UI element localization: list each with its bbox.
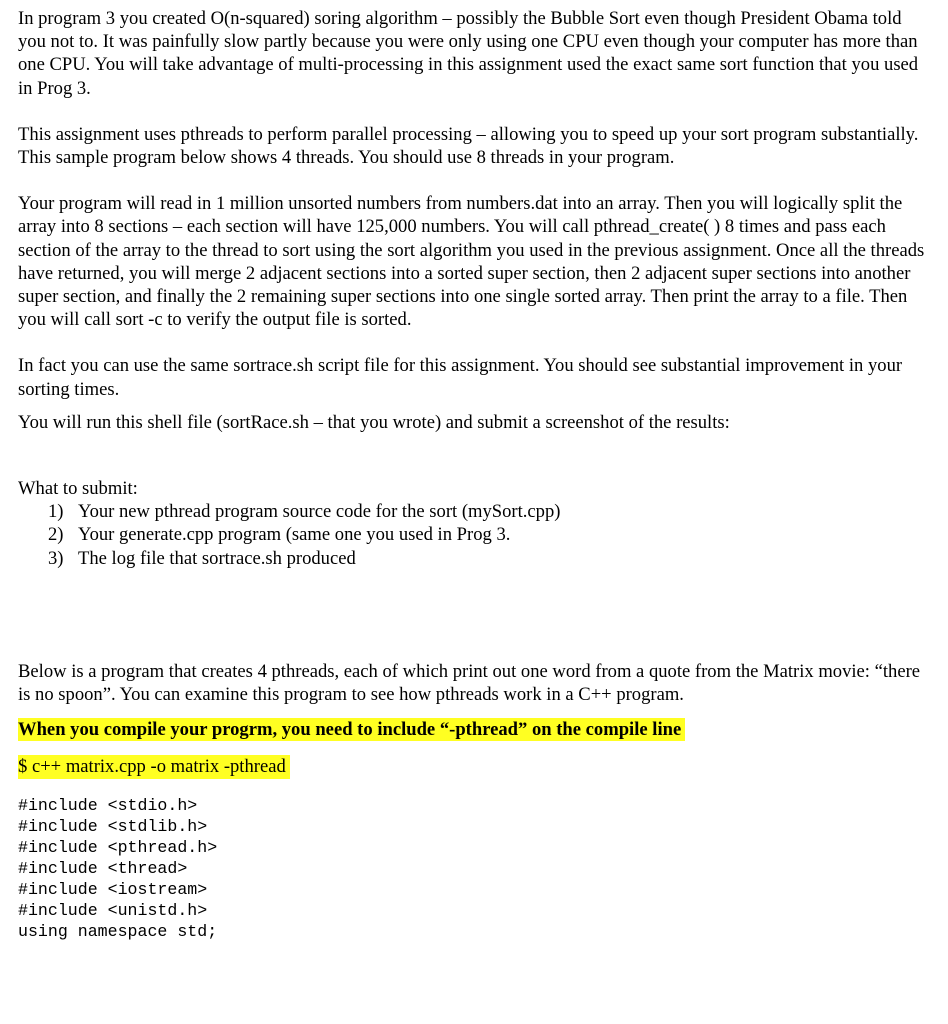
compile-note-line bbox=[18, 718, 930, 755]
spacer bbox=[18, 570, 930, 660]
run-shell-paragraph: You will run this shell file (sortRace.sh – that you wrote) and submit a screenshot of the results: bbox=[18, 411, 730, 433]
submit-heading: What to submit: bbox=[18, 478, 138, 500]
compile-command-highlight: $ c++ matrix.cpp -o matrix -pthread bbox=[18, 755, 290, 778]
code-line: #include <thread> bbox=[18, 858, 188, 878]
submit-item-text: Your generate.cpp program (same one you used in Prog 3. bbox=[78, 524, 511, 546]
submit-list bbox=[18, 500, 930, 570]
pthreads-paragraph: This assignment uses pthreads to perform parallel processing – allowing you to speed up your sort program substantially. This sample program below shows 4 threads. You should use 8 threads in your program. bbox=[18, 123, 919, 169]
code-line: #include <stdlib.h> bbox=[18, 816, 208, 836]
code-line: using namespace std; bbox=[18, 921, 218, 941]
submit-item bbox=[18, 547, 930, 570]
document-page bbox=[18, 7, 930, 942]
matrix-program-paragraph: Below is a program that creates 4 pthreads, each of which print out one word from a quote from the Matrix movie: “there is no spoon”. You can examine this program to see how pthreads work in a C++ program. bbox=[18, 660, 921, 706]
submit-item-text: Your new pthread program source code for the sort (mySort.cpp) bbox=[78, 501, 561, 523]
sortrace-paragraph: In fact you can use the same sortrace.sh script file for this assignment. You should see substantial improvement in your sorting times. bbox=[18, 355, 903, 400]
code-block bbox=[18, 795, 930, 942]
submit-item bbox=[18, 500, 930, 523]
submit-item-text: The log file that sortrace.sh produced bbox=[78, 547, 356, 569]
compile-command-line bbox=[18, 755, 930, 794]
submit-item bbox=[18, 523, 930, 546]
program-description-paragraph: Your program will read in 1 million unsorted numbers from numbers.dat into an array. Then you will logically split the array into 8 sections – each section will have 125,000 numbers. You will call pthread_create( ) 8 times and pass each section of the array to the thread to sort using the sort algorithm you used in the previous assignment. Once all the threads have returned, you will merge 2 adjacent sections into a sorted super section, then 2 adjacent super sections into another super section, and finally the 2 remaining super sections into one single sorted array. Then print the array to a file. Then you will call sort -c to verify the output file is sorted. bbox=[18, 193, 925, 331]
code-line: #include <unistd.h> bbox=[18, 900, 208, 920]
compile-note-highlight: When you compile your progrm, you need to include “-pthread” on the compile line bbox=[18, 718, 685, 741]
code-line: #include <iostream> bbox=[18, 879, 208, 899]
submit-item-number: 1) bbox=[48, 501, 64, 523]
submit-item-number: 3) bbox=[48, 547, 64, 569]
code-line: #include <stdio.h> bbox=[18, 795, 198, 815]
code-line: #include <pthread.h> bbox=[18, 837, 218, 857]
submit-item-number: 2) bbox=[48, 524, 64, 546]
intro-paragraph: In program 3 you created O(n-squared) soring algorithm – possibly the Bubble Sort even though President Obama told you not to. It was painfully slow partly because you were only using one CPU even though your computer has more than one CPU. You will take advantage of multi-processing in this assignment used the exact same sort function that you used in Prog 3. bbox=[18, 8, 919, 99]
